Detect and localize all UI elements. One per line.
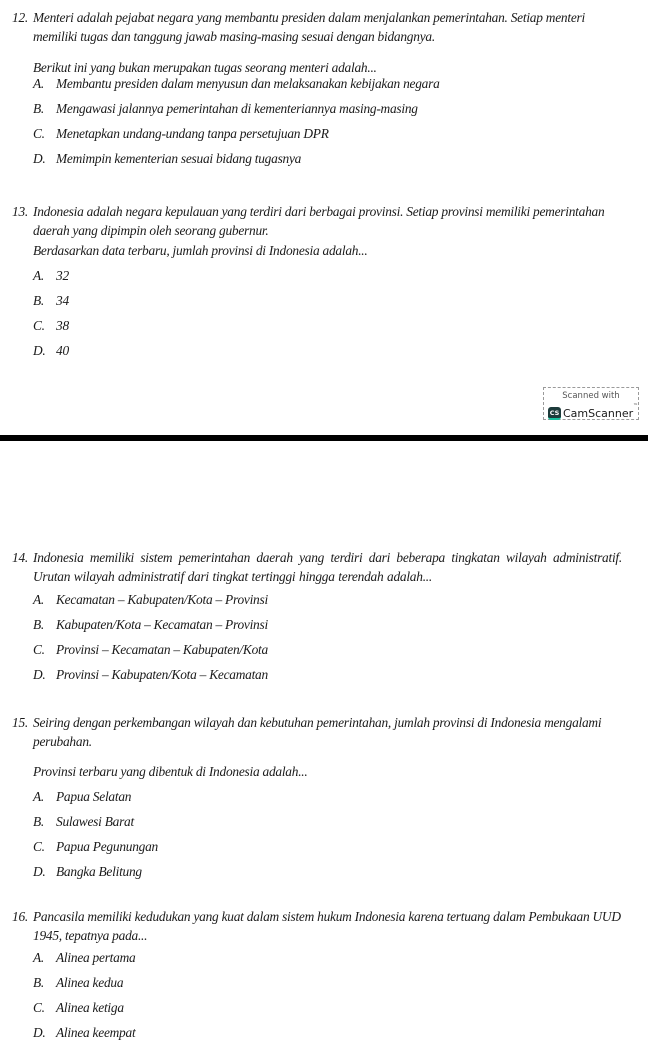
- question-number: 15.: [12, 715, 28, 730]
- option-letter: D.: [33, 667, 46, 682]
- option-letter: D.: [33, 343, 46, 358]
- option-c: [33, 125, 329, 143]
- question-prompt: Berdasarkan data terbaru, jumlah provinsi di Indonesia adalah...: [33, 243, 368, 258]
- question-number: 14.: [12, 550, 28, 565]
- option-letter: D.: [33, 864, 46, 879]
- option-text: Alinea pertama: [56, 950, 136, 965]
- option-text: Menetapkan undang-undang tanpa persetujuan DPR: [56, 126, 329, 141]
- option-a: [33, 75, 440, 93]
- question-stem: [12, 203, 622, 240]
- option-letter: B.: [33, 814, 45, 829]
- option-text: Alinea keempat: [56, 1025, 136, 1040]
- option-b: [33, 813, 134, 831]
- option-c: [33, 999, 124, 1017]
- question-text: Pancasila memiliki kedudukan yang kuat dalam sistem hukum Indonesia karena tertuang dalam Pembukaan UUD 1945, tepatnya pada...: [33, 909, 621, 943]
- option-letter: C.: [33, 642, 45, 657]
- question-text: Indonesia adalah negara kepulauan yang terdiri dari berbagai provinsi. Setiap provinsi memiliki pemerintahan daerah yang dipimpin oleh seorang gubernur.: [33, 204, 605, 238]
- option-letter: B.: [33, 975, 45, 990]
- question-stem: [12, 9, 622, 46]
- option-c: [33, 838, 158, 856]
- option-text: Sulawesi Barat: [56, 814, 134, 829]
- option-d: [33, 666, 268, 684]
- option-letter: B.: [33, 617, 45, 632]
- option-d: [33, 342, 69, 360]
- option-letter: D.: [33, 151, 46, 166]
- watermark-brand: CamScanner: [563, 407, 634, 420]
- option-a: [33, 591, 268, 609]
- option-d: [33, 150, 301, 168]
- option-a: [33, 267, 69, 285]
- question-number: 16.: [12, 909, 28, 924]
- option-letter: B.: [33, 101, 45, 116]
- scanned-page-1: [0, 0, 648, 435]
- option-c: [33, 641, 268, 659]
- question-prompt: Berikut ini yang bukan merupakan tugas seorang menteri adalah...: [33, 60, 377, 75]
- option-b: [33, 100, 418, 118]
- option-letter: A.: [33, 268, 45, 283]
- option-text: 34: [56, 293, 69, 308]
- option-a: [33, 788, 131, 806]
- trademark-symbol: ™: [633, 403, 639, 409]
- option-text: Alinea ketiga: [56, 1000, 124, 1015]
- option-letter: C.: [33, 126, 45, 141]
- option-b: [33, 974, 123, 992]
- option-d: [33, 1024, 135, 1042]
- option-d: [33, 863, 142, 881]
- option-text: Kabupaten/Kota – Kecamatan – Provinsi: [56, 617, 268, 632]
- question-text: Menteri adalah pejabat negara yang membantu presiden dalam menjalankan pemerintahan. Setiap menteri memiliki tugas dan tanggung jawab masing-masing sesuai dengan bidangnya.: [33, 10, 585, 44]
- question-stem: [12, 714, 622, 751]
- option-text: Bangka Belitung: [56, 864, 142, 879]
- option-letter: D.: [33, 1025, 46, 1040]
- question-text: Seiring dengan perkembangan wilayah dan kebutuhan pemerintahan, jumlah provinsi di Indonesia mengalami perubahan.: [33, 715, 602, 749]
- option-text: Papua Pegunungan: [56, 839, 158, 854]
- option-text: Mengawasi jalannya pemerintahan di kementeriannya masing-masing: [56, 101, 418, 116]
- question-number: 12.: [12, 10, 28, 25]
- option-text: Provinsi – Kabupaten/Kota – Kecamatan: [56, 667, 268, 682]
- option-text: Memimpin kementerian sesuai bidang tugasnya: [56, 151, 302, 166]
- option-text: 38: [56, 318, 69, 333]
- question-stem: [12, 549, 622, 586]
- option-b: [33, 292, 69, 310]
- option-text: Provinsi – Kecamatan – Kabupaten/Kota: [56, 642, 268, 657]
- watermark-brand-row: [548, 403, 638, 422]
- option-text: 32: [56, 268, 69, 283]
- option-c: [33, 317, 69, 335]
- option-text: Papua Selatan: [56, 789, 132, 804]
- question-number: 13.: [12, 204, 28, 219]
- question-text: Indonesia memiliki sistem pemerintahan daerah yang terdiri dari beberapa tingkatan wilayah administratif. Urutan wilayah administratif dari tingkat tertinggi hingga terendah adalah...: [33, 550, 622, 584]
- option-letter: B.: [33, 293, 45, 308]
- option-letter: A.: [33, 592, 45, 607]
- option-letter: C.: [33, 1000, 45, 1015]
- option-letter: A.: [33, 76, 45, 91]
- option-a: [33, 949, 135, 967]
- camscanner-watermark: [543, 387, 639, 420]
- option-text: 40: [56, 343, 69, 358]
- question-stem: [12, 908, 622, 945]
- watermark-caption: Scanned with: [562, 391, 620, 401]
- option-text: Membantu presiden dalam menyusun dan melaksanakan kebijakan negara: [56, 76, 440, 91]
- option-letter: C.: [33, 839, 45, 854]
- option-letter: A.: [33, 950, 45, 965]
- question-prompt: Provinsi terbaru yang dibentuk di Indonesia adalah...: [33, 764, 308, 779]
- camscanner-logo-icon: CS: [548, 407, 561, 420]
- scanned-page-2: [0, 441, 648, 1053]
- option-b: [33, 616, 268, 634]
- option-text: Alinea kedua: [56, 975, 124, 990]
- option-text: Kecamatan – Kabupaten/Kota – Provinsi: [56, 592, 268, 607]
- option-letter: A.: [33, 789, 45, 804]
- option-letter: C.: [33, 318, 45, 333]
